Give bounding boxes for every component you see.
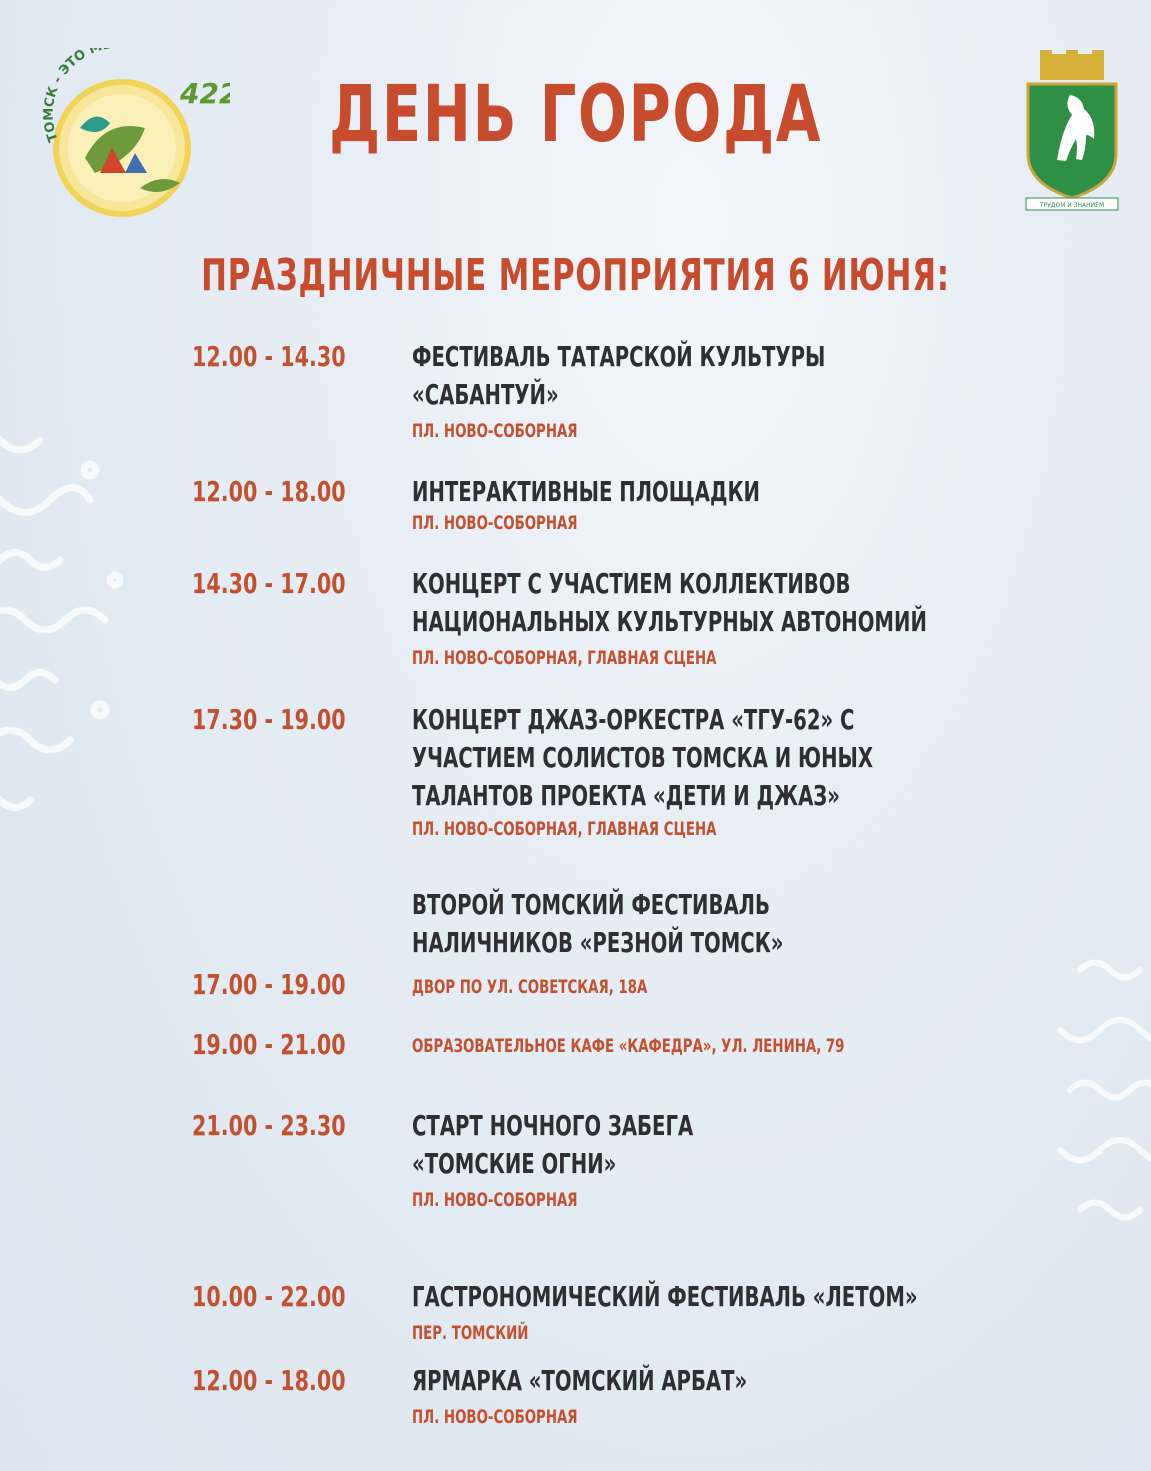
event-title: «ТОМСКИЕ ОГНИ» [412, 1147, 617, 1180]
event-location: ПЕР. ТОМСКИЙ [412, 1322, 529, 1344]
logo-text: ТОМСК - ЭТО М [41, 48, 105, 144]
ornament-right-icon [1040, 930, 1151, 1260]
event-title: СТАРТ НОЧНОГО ЗАБЕГА [412, 1109, 694, 1142]
ornament-left-icon [0, 380, 170, 860]
logo-number: 42 [180, 77, 219, 110]
event-location: ПЛ. НОВО-СОБОРНАЯ [412, 1406, 578, 1428]
event-time: 10.00 - 22.00 [192, 1280, 346, 1313]
event-title: «САБАНТУЙ» [412, 378, 559, 411]
event-title: КОНЦЕРТ С УЧАСТИЕМ КОЛЛЕКТИВОВ [412, 567, 851, 600]
event-time: 19.00 - 21.00 [192, 1028, 346, 1061]
event-time: 21.00 - 23.30 [192, 1109, 346, 1142]
event-location: ДВОР ПО УЛ. СОВЕТСКАЯ, 18А [412, 976, 648, 998]
event-location: ПЛ. НОВО-СОБОРНАЯ [412, 512, 578, 534]
event-location: ПЛ. НОВО-СОБОРНАЯ [412, 420, 578, 442]
event-time: 12.00 - 14.30 [192, 340, 346, 373]
event-title: ГАСТРОНОМИЧЕСКИЙ ФЕСТИВАЛЬ «ЛЕТОМ» [412, 1280, 918, 1313]
event-title: НАЛИЧНИКОВ «РЕЗНОЙ ТОМСК» [412, 926, 784, 959]
event-title: ЯРМАРКА «ТОМСКИЙ АРБАТ» [412, 1364, 748, 1397]
event-location: ПЛ. НОВО-СОБОРНАЯ [412, 1189, 578, 1211]
page-title: ДЕНЬ ГОРОДА [328, 70, 823, 160]
event-time: 14.30 - 17.00 [192, 567, 346, 600]
event-title: ФЕСТИВАЛЬ ТАТАРСКОЙ КУЛЬТУРЫ [412, 340, 826, 373]
event-time: 17.00 - 19.00 [192, 968, 346, 1001]
event-title: ТАЛАНТОВ ПРОЕКТА «ДЕТИ И ДЖАЗ» [412, 779, 840, 812]
event-location: ПЛ. НОВО-СОБОРНАЯ, ГЛАВНАЯ СЦЕНА [412, 647, 717, 669]
event-title: ИНТЕРАКТИВНЫЕ ПЛОЩАДКИ [412, 475, 760, 508]
event-title: ВТОРОЙ ТОМСКИЙ ФЕСТИВАЛЬ [412, 888, 770, 921]
event-location: ОБРАЗОВАТЕЛЬНОЕ КАФЕ «КАФЕДРА», УЛ. ЛЕНИНА, 79 [412, 1035, 845, 1057]
event-title: УЧАСТИЕМ СОЛИСТОВ ТОМСКА И ЮНЫХ [412, 741, 874, 774]
page-subtitle: ПРАЗДНИЧНЫЕ МЕРОПРИЯТИЯ 6 ИЮНЯ: [201, 250, 950, 301]
event-location: ПЛ. НОВО-СОБОРНАЯ, ГЛАВНАЯ СЦЕНА [412, 818, 717, 840]
coat-motto: ТРУДОМ И ЗНАНИЕМ [1039, 202, 1105, 209]
event-time: 12.00 - 18.00 [192, 475, 346, 508]
event-time: 12.00 - 18.00 [192, 1364, 346, 1397]
event-title: КОНЦЕРТ ДЖАЗ-ОРКЕСТРА «ТГУ-62» С [412, 703, 855, 736]
event-title: НАЦИОНАЛЬНЫХ КУЛЬТУРНЫХ АВТОНОМИЙ [412, 605, 927, 638]
event-time: 17.30 - 19.00 [192, 703, 346, 736]
